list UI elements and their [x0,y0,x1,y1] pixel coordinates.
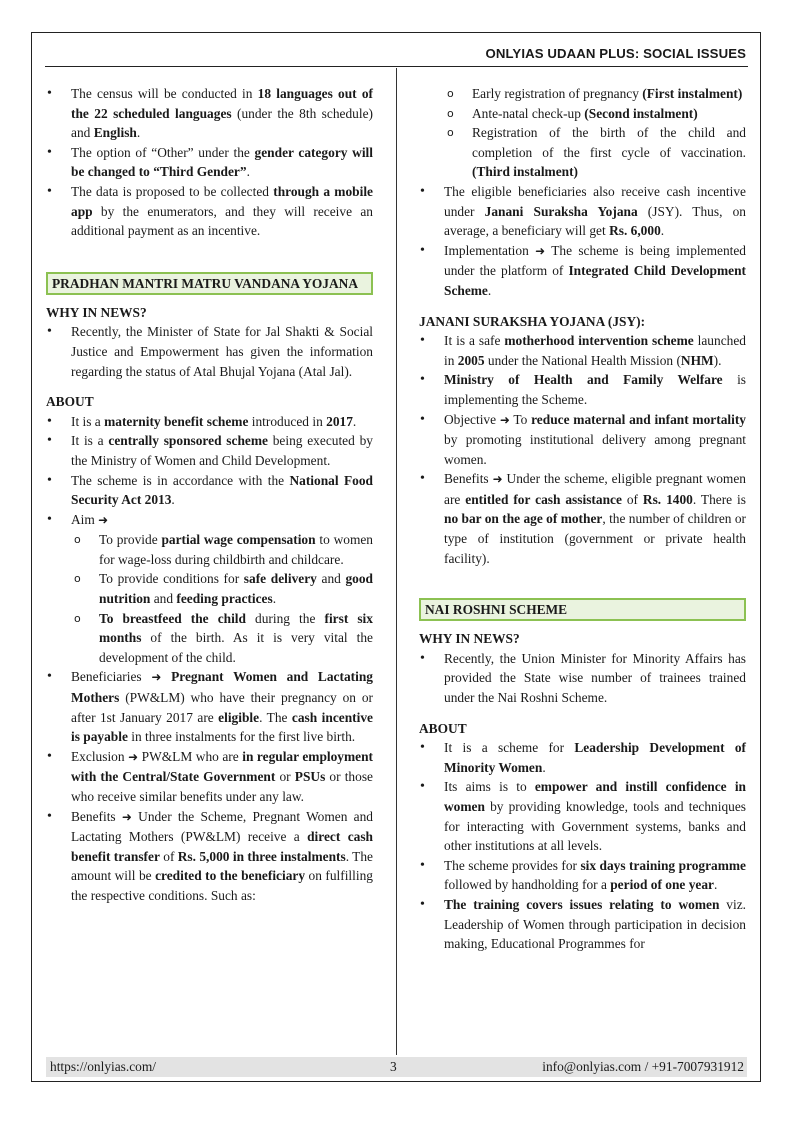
list-item: • Ministry of Health and Family Welfare is implementing the Scheme. [419,370,746,409]
arrow-right-icon: ➜ [121,809,132,824]
list-item: o To provide partial wage compensation to women for wage-loss during childbirth and childcare. [74,532,373,567]
arrow-right-icon: ➜ [492,472,503,487]
list-item: o To provide conditions for safe delivery and good nutrition and feeding practices. [74,571,374,607]
why-in-news-list [419,649,746,708]
circle-bullet-icon: o [447,106,454,120]
circle-bullet-icon: o [447,87,454,100]
arrow-right-icon: ➜ [128,749,139,764]
list-item: • It is a maternity benefit scheme introduced in 2017. [46,412,373,432]
list-item: • It is a safe motherhood intervention scheme launched in 2005 under the National Health Mission (NHM). [419,331,746,370]
footer-url-link[interactable]: https://onlyias.com/ [50,1059,157,1074]
jsy-heading: JANANI SURAKSHA YOJANA (JSY): [419,313,646,329]
list-item: • Implementation ➜ The scheme is being implemented under the platform of Integrated Child Development Scheme. [419,241,746,301]
list-item: • The option of “Other” under the gender category will be changed to “Third Gender”. [46,143,373,182]
page-footer [46,1057,747,1077]
pmmvy-continued-list [419,182,746,301]
section-title-nai-roshni: NAI ROSHNI SCHEME [419,598,746,621]
about-list [46,412,373,531]
list-item: • Recently, the Minister of State for Jal Shakti & Social Justice and Empowerment has given the information regarding the status of Atal Bhujal Yojana (Atal Jal). [46,322,373,381]
list-item: o Registration of the birth of the child and completion of the first cycle of vaccination. (Third instalment) [447,125,746,180]
page-number: 3 [390,1059,397,1074]
census-bullet-list [46,84,373,241]
circle-bullet-icon: o [74,572,81,586]
arrow-right-icon: ➜ [535,243,546,258]
list-item: • Beneficiaries ➜ Pregnant Women and Lactating Mothers (PW&LM) who have their pregnancy on or after 1st January 2017 are eligible. The cash incentive is payable in three instalments for the first live birth. [46,667,373,746]
header-divider [45,66,748,67]
circle-bullet-icon: o [447,126,454,140]
list-item: • The training covers issues relating to women viz. Leadership of Women through participation in decision making, Educational Programmes for [419,895,746,954]
jsy-list [419,331,746,568]
why-in-news-list [46,322,373,381]
column-divider [396,68,397,1055]
list-item: • Exclusion ➜ PW&LM who are in regular employment with the Central/State Government or PSUs or those who receive similar benefits under any law. [46,747,373,807]
list-item: • Its aims is to empower and instill confidence in women by providing knowledge, tools and techniques for interacting with Government systems, banks and other institutions at all levels. [419,777,746,855]
left-column [46,84,373,906]
instalment-sub-list [444,84,746,182]
list-item: o Early registration of pregnancy (First instalment) [444,84,746,104]
why-in-news-heading: WHY IN NEWS? [46,304,147,320]
circle-bullet-icon: o [74,611,81,625]
list-item: • Objective ➜ To reduce maternal and infant mortality by promoting institutional delivery among pregnant women. [419,410,746,470]
aim-sub-list [71,530,373,667]
circle-bullet-icon: o [74,533,81,547]
scheme-details-list [46,667,373,905]
about-list [419,738,746,954]
list-item: • It is a scheme for Leadership Development of Minority Women. [419,738,746,777]
section-title-pmmvy: PRADHAN MANTRI MATRU VANDANA YOJANA [46,272,373,295]
list-item: • It is a centrally sponsored scheme being executed by the Ministry of Women and Child Development. [46,431,373,470]
footer-contact: info@onlyias.com / +91-7007931912 [542,1059,744,1074]
why-in-news-heading: WHY IN NEWS? [419,631,520,647]
list-item: • Aim ➜ [46,510,373,531]
list-item: • The data is proposed to be collected through a mobile app by the enumerators, and they will receive an additional payment as an incentive. [46,182,373,241]
list-item: • Benefits ➜ Under the Scheme, Pregnant Women and Lactating Mothers (PW&LM) receive a direct cash benefit transfer of Rs. 5,000 in three instalments. The amount will be credited to the beneficiary on fulfilling the respective conditions. Such as: [46,807,373,906]
header-title: ONLYIAS UDAAN PLUS: SOCIAL ISSUES [485,46,746,61]
list-item: • The census will be conducted in 18 languages out of the 22 scheduled languages (under the 8th schedule) and English. [46,84,373,143]
list-item: • The eligible beneficiaries also receive cash incentive under Janani Suraksha Yojana (JSY). Thus, on average, a beneficiary will get Rs. 6,000. [419,182,746,241]
arrow-right-icon: ➜ [499,412,510,427]
about-heading: ABOUT [419,720,467,736]
about-heading: ABOUT [46,394,94,410]
list-item: • Benefits ➜ Under the scheme, eligible pregnant women are entitled for cash assistance of Rs. 1400. There is no bar on the age of mother, the number of children or type of institution (government or private health facility). [419,469,746,568]
right-column [419,84,746,954]
list-item: • The scheme provides for six days training programme followed by handholding for a period of one year. [419,856,746,895]
list-item: • The scheme is in accordance with the National Food Security Act 2013. [46,471,373,510]
arrow-right-icon: ➜ [151,670,162,685]
arrow-right-icon: ➜ [98,512,109,527]
list-item: o Ante-natal check-up (Second instalment) [444,104,746,124]
list-item: • Recently, the Union Minister for Minority Affairs has provided the State wise number of trainees trained under the Nai Roshni Scheme. [419,649,746,708]
list-item: o To breastfeed the child during the first six months of the birth. As it is very vital the development of the child. [74,610,373,665]
